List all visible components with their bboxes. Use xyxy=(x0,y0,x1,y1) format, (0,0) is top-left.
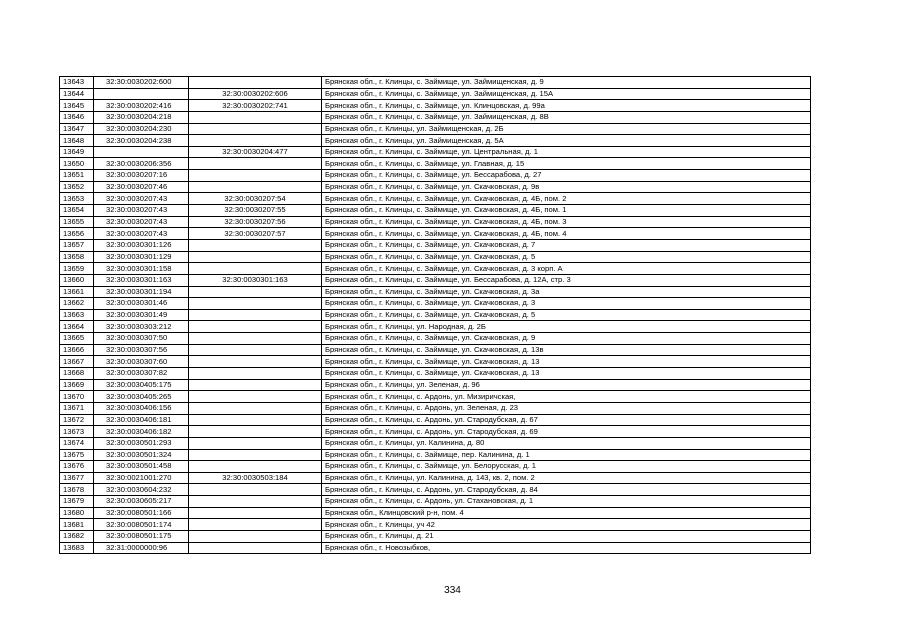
row-number-cell: 13670 xyxy=(60,391,94,403)
table-row xyxy=(60,542,811,554)
related-cadastral-number-cell xyxy=(189,356,322,368)
table-row xyxy=(60,298,811,310)
address-cell: Брянская обл., г. Клинцы, с. Займище, пер. Калинина, д. 1 xyxy=(322,449,811,461)
cadastral-number-cell: 32:30:0030301:194 xyxy=(94,286,189,298)
address-cell: Брянская обл., г. Клинцы, с. Займище, ул. Скачковская, д. 9 xyxy=(322,333,811,345)
related-cadastral-number-cell xyxy=(189,239,322,251)
related-cadastral-number-cell xyxy=(189,333,322,345)
row-number-cell: 13653 xyxy=(60,193,94,205)
table-row xyxy=(60,333,811,345)
row-number-cell: 13649 xyxy=(60,146,94,158)
table-row xyxy=(60,193,811,205)
table-row xyxy=(60,181,811,193)
cadastral-number-cell: 32:30:0030204:218 xyxy=(94,111,189,123)
table-row xyxy=(60,170,811,182)
address-cell: Брянская обл., г. Клинцы, с. Займище, ул. Скачковская, д. 13в xyxy=(322,344,811,356)
row-number-cell: 13655 xyxy=(60,216,94,228)
table-row xyxy=(60,286,811,298)
table-row xyxy=(60,368,811,380)
related-cadastral-number-cell: 32:30:0030202:606 xyxy=(189,88,322,100)
row-number-cell: 13673 xyxy=(60,426,94,438)
row-number-cell: 13660 xyxy=(60,274,94,286)
related-cadastral-number-cell: 32:30:0030301:163 xyxy=(189,274,322,286)
table-row xyxy=(60,274,811,286)
cadastral-number-cell: 32:30:0030406:182 xyxy=(94,426,189,438)
cadastral-number-cell: 32:30:0030207:43 xyxy=(94,193,189,205)
related-cadastral-number-cell xyxy=(189,321,322,333)
row-number-cell: 13663 xyxy=(60,309,94,321)
related-cadastral-number-cell xyxy=(189,402,322,414)
related-cadastral-number-cell xyxy=(189,414,322,426)
table-row xyxy=(60,356,811,368)
address-cell: Брянская обл., г. Клинцы, с. Займище, ул. Главная, д. 15 xyxy=(322,158,811,170)
related-cadastral-number-cell xyxy=(189,298,322,310)
address-cell: Брянская обл., г. Клинцы, с. Ардонь, ул. Стародубская, д. 67 xyxy=(322,414,811,426)
row-number-cell: 13667 xyxy=(60,356,94,368)
related-cadastral-number-cell xyxy=(189,507,322,519)
row-number-cell: 13668 xyxy=(60,368,94,380)
row-number-cell: 13671 xyxy=(60,402,94,414)
address-cell: Брянская обл., Клинцовский р-н, пом. 4 xyxy=(322,507,811,519)
row-number-cell: 13644 xyxy=(60,88,94,100)
related-cadastral-number-cell xyxy=(189,449,322,461)
address-cell: Брянская обл., г. Клинцы, с. Ардонь, ул. Стародубская, д. 84 xyxy=(322,484,811,496)
row-number-cell: 13669 xyxy=(60,379,94,391)
cadastral-number-cell: 32:30:0030604:232 xyxy=(94,484,189,496)
address-cell: Брянская обл., г. Клинцы, с. Займище, ул. Скачковская, д. 9в xyxy=(322,181,811,193)
related-cadastral-number-cell xyxy=(189,251,322,263)
table-row xyxy=(60,484,811,496)
address-cell: Брянская обл., г. Клинцы, с. Займище, ул. Белорусская, д. 1 xyxy=(322,461,811,473)
table-row xyxy=(60,507,811,519)
row-number-cell: 13657 xyxy=(60,239,94,251)
related-cadastral-number-cell xyxy=(189,181,322,193)
related-cadastral-number-cell xyxy=(189,437,322,449)
address-cell: Брянская обл., г. Клинцы, с. Займище, ул. Скачковская, д. 5 xyxy=(322,309,811,321)
table-row xyxy=(60,530,811,542)
cadastral-number-cell: 32:30:0030501:458 xyxy=(94,461,189,473)
cadastral-number-cell: 32:30:0030301:46 xyxy=(94,298,189,310)
row-number-cell: 13664 xyxy=(60,321,94,333)
table-row xyxy=(60,496,811,508)
related-cadastral-number-cell: 32:30:0030503:184 xyxy=(189,472,322,484)
table-row xyxy=(60,321,811,333)
row-number-cell: 13676 xyxy=(60,461,94,473)
related-cadastral-number-cell xyxy=(189,496,322,508)
row-number-cell: 13651 xyxy=(60,170,94,182)
table-row xyxy=(60,379,811,391)
address-cell: Брянская обл., г. Клинцы, с. Ардонь, ул. Мизиричская, xyxy=(322,391,811,403)
row-number-cell: 13666 xyxy=(60,344,94,356)
row-number-cell: 13662 xyxy=(60,298,94,310)
cadastral-number-cell: 32:30:0030307:60 xyxy=(94,356,189,368)
cadastral-number-cell: 32:30:0030207:16 xyxy=(94,170,189,182)
address-cell: Брянская обл., г. Клинцы, с. Займище, ул. Бессарабова, д. 27 xyxy=(322,170,811,182)
related-cadastral-number-cell: 32:30:0030202:741 xyxy=(189,100,322,112)
row-number-cell: 13674 xyxy=(60,437,94,449)
cadastral-number-cell: 32:30:0030303:212 xyxy=(94,321,189,333)
cadastral-number-cell: 32:31:0000000:96 xyxy=(94,542,189,554)
table-row xyxy=(60,449,811,461)
address-cell: Брянская обл., г. Клинцы, ул. Зеленая, д. 96 xyxy=(322,379,811,391)
cadastral-number-cell: 32:30:0030207:43 xyxy=(94,216,189,228)
address-cell: Брянская обл., г. Клинцы, с. Займище, ул. Скачковская, д. 4Б, пом. 3 xyxy=(322,216,811,228)
row-number-cell: 13652 xyxy=(60,181,94,193)
address-cell: Брянская обл., г. Клинцы, ул. Займищенская, д. 5А xyxy=(322,135,811,147)
row-number-cell: 13683 xyxy=(60,542,94,554)
row-number-cell: 13665 xyxy=(60,333,94,345)
related-cadastral-number-cell xyxy=(189,344,322,356)
related-cadastral-number-cell xyxy=(189,484,322,496)
row-number-cell: 13680 xyxy=(60,507,94,519)
cadastral-number-cell: 32:30:0030307:50 xyxy=(94,333,189,345)
page-number: 334 xyxy=(444,585,461,596)
row-number-cell: 13656 xyxy=(60,228,94,240)
related-cadastral-number-cell xyxy=(189,135,322,147)
address-cell: Брянская обл., г. Клинцы, ул. Калинина, д. 80 xyxy=(322,437,811,449)
address-cell: Брянская обл., г. Клинцы, с. Займище, ул. Скачковская, д. 4Б, пом. 4 xyxy=(322,228,811,240)
cadastral-number-cell: 32:30:0080501:175 xyxy=(94,530,189,542)
address-cell: Брянская обл., г. Клинцы, с. Займище, ул. Скачковская, д. 4Б, пом. 1 xyxy=(322,205,811,217)
row-number-cell: 13661 xyxy=(60,286,94,298)
cadastral-number-cell: 32:30:0080501:166 xyxy=(94,507,189,519)
address-cell: Брянская обл., г. Клинцы, с. Займище, ул. Скачковская, д. 5 xyxy=(322,251,811,263)
row-number-cell: 13679 xyxy=(60,496,94,508)
related-cadastral-number-cell xyxy=(189,77,322,89)
address-cell: Брянская обл., г. Клинцы, с. Займище, ул. Скачковская, д. 3 xyxy=(322,298,811,310)
document-page xyxy=(59,76,810,554)
table-row xyxy=(60,88,811,100)
related-cadastral-number-cell xyxy=(189,111,322,123)
row-number-cell: 13659 xyxy=(60,263,94,275)
cadastral-number-cell: 32:30:0030207:43 xyxy=(94,228,189,240)
table-row xyxy=(60,77,811,89)
address-cell: Брянская обл., г. Клинцы, с. Займище, ул. Скачковская, д. 13 xyxy=(322,368,811,380)
cadastral-number-cell: 32:30:0030204:238 xyxy=(94,135,189,147)
cadastral-number-cell: 32:30:0030405:265 xyxy=(94,391,189,403)
table-row xyxy=(60,135,811,147)
table-row xyxy=(60,146,811,158)
cadastral-number-cell: 32:30:0030501:293 xyxy=(94,437,189,449)
table-row xyxy=(60,123,811,135)
related-cadastral-number-cell xyxy=(189,391,322,403)
register-table-body xyxy=(60,77,811,554)
address-cell: Брянская обл., г. Клинцы, с. Займище, ул. Скачковская, д. 3 корп. А xyxy=(322,263,811,275)
table-row xyxy=(60,251,811,263)
cadastral-number-cell: 32:30:0030206:356 xyxy=(94,158,189,170)
row-number-cell: 13654 xyxy=(60,205,94,217)
row-number-cell: 13658 xyxy=(60,251,94,263)
related-cadastral-number-cell xyxy=(189,263,322,275)
related-cadastral-number-cell xyxy=(189,519,322,531)
table-row xyxy=(60,461,811,473)
related-cadastral-number-cell xyxy=(189,461,322,473)
address-cell: Брянская обл., г. Новозыбков, xyxy=(322,542,811,554)
address-cell: Брянская обл., г. Клинцы, с. Займище, ул. Займищенская, д. 15А xyxy=(322,88,811,100)
related-cadastral-number-cell: 32:30:0030207:55 xyxy=(189,205,322,217)
row-number-cell: 13647 xyxy=(60,123,94,135)
table-row xyxy=(60,414,811,426)
property-register-table xyxy=(59,76,811,554)
related-cadastral-number-cell xyxy=(189,309,322,321)
address-cell: Брянская обл., г. Клинцы, д. 21 xyxy=(322,530,811,542)
row-number-cell: 13646 xyxy=(60,111,94,123)
table-row xyxy=(60,391,811,403)
table-row xyxy=(60,158,811,170)
row-number-cell: 13650 xyxy=(60,158,94,170)
table-row xyxy=(60,100,811,112)
address-cell: Брянская обл., г. Клинцы, с. Займище, ул. Займищенская, д. 9 xyxy=(322,77,811,89)
cadastral-number-cell: 32:30:0080501:174 xyxy=(94,519,189,531)
address-cell: Брянская обл., г. Клинцы, с. Займище, ул. Скачковская, д. 13 xyxy=(322,356,811,368)
cadastral-number-cell xyxy=(94,88,189,100)
address-cell: Брянская обл., г. Клинцы, уч 42 xyxy=(322,519,811,531)
cadastral-number-cell: 32:30:0030501:324 xyxy=(94,449,189,461)
address-cell: Брянская обл., г. Клинцы, с. Займище, ул. Бессарабова, д. 12А, стр. 3 xyxy=(322,274,811,286)
related-cadastral-number-cell xyxy=(189,368,322,380)
cadastral-number-cell: 32:30:0030605:217 xyxy=(94,496,189,508)
address-cell: Брянская обл., г. Клинцы, с. Ардонь, ул. Стахановская, д. 1 xyxy=(322,496,811,508)
cadastral-number-cell: 32:30:0030301:158 xyxy=(94,263,189,275)
table-row xyxy=(60,426,811,438)
row-number-cell: 13681 xyxy=(60,519,94,531)
table-row xyxy=(60,309,811,321)
cadastral-number-cell: 32:30:0030202:416 xyxy=(94,100,189,112)
related-cadastral-number-cell: 32:30:0030204:477 xyxy=(189,146,322,158)
address-cell: Брянская обл., г. Клинцы, с. Займище, ул. Скачковская, д. 7 xyxy=(322,239,811,251)
row-number-cell: 13643 xyxy=(60,77,94,89)
related-cadastral-number-cell xyxy=(189,123,322,135)
cadastral-number-cell: 32:30:0021001:270 xyxy=(94,472,189,484)
cadastral-number-cell: 32:30:0030207:46 xyxy=(94,181,189,193)
cadastral-number-cell: 32:30:0030207:43 xyxy=(94,205,189,217)
row-number-cell: 13648 xyxy=(60,135,94,147)
cadastral-number-cell: 32:30:0030301:126 xyxy=(94,239,189,251)
table-row xyxy=(60,402,811,414)
related-cadastral-number-cell xyxy=(189,542,322,554)
address-cell: Брянская обл., г. Клинцы, ул. Калинина, д. 143, кв. 2, пом. 2 xyxy=(322,472,811,484)
row-number-cell: 13672 xyxy=(60,414,94,426)
related-cadastral-number-cell: 32:30:0030207:54 xyxy=(189,193,322,205)
table-row xyxy=(60,205,811,217)
related-cadastral-number-cell: 32:30:0030207:56 xyxy=(189,216,322,228)
address-cell: Брянская обл., г. Клинцы, с. Займище, ул. Скачковская, д. 3а xyxy=(322,286,811,298)
cadastral-number-cell: 32:30:0030406:181 xyxy=(94,414,189,426)
row-number-cell: 13675 xyxy=(60,449,94,461)
related-cadastral-number-cell xyxy=(189,379,322,391)
cadastral-number-cell: 32:30:0030405:175 xyxy=(94,379,189,391)
cadastral-number-cell: 32:30:0030301:163 xyxy=(94,274,189,286)
address-cell: Брянская обл., г. Клинцы, с. Ардонь, ул. Зеленая, д. 23 xyxy=(322,402,811,414)
table-row xyxy=(60,239,811,251)
table-row xyxy=(60,472,811,484)
related-cadastral-number-cell xyxy=(189,426,322,438)
row-number-cell: 13682 xyxy=(60,530,94,542)
table-row xyxy=(60,216,811,228)
table-row xyxy=(60,263,811,275)
address-cell: Брянская обл., г. Клинцы, с. Ардонь, ул. Стародубская, д. 69 xyxy=(322,426,811,438)
address-cell: Брянская обл., г. Клинцы, с. Займище, ул. Клинцовская, д. 99а xyxy=(322,100,811,112)
address-cell: Брянская обл., г. Клинцы, с. Займище, ул. Скачковская, д. 4Б, пом. 2 xyxy=(322,193,811,205)
address-cell: Брянская обл., г. Клинцы, ул. Народная, д. 2Б xyxy=(322,321,811,333)
related-cadastral-number-cell xyxy=(189,170,322,182)
related-cadastral-number-cell: 32:30:0030207:57 xyxy=(189,228,322,240)
related-cadastral-number-cell xyxy=(189,530,322,542)
table-row xyxy=(60,437,811,449)
table-row xyxy=(60,519,811,531)
related-cadastral-number-cell xyxy=(189,286,322,298)
cadastral-number-cell: 32:30:0030406:156 xyxy=(94,402,189,414)
cadastral-number-cell: 32:30:0030202:600 xyxy=(94,77,189,89)
table-row xyxy=(60,228,811,240)
table-row xyxy=(60,344,811,356)
cadastral-number-cell: 32:30:0030307:56 xyxy=(94,344,189,356)
cadastral-number-cell: 32:30:0030301:129 xyxy=(94,251,189,263)
related-cadastral-number-cell xyxy=(189,158,322,170)
address-cell: Брянская обл., г. Клинцы, ул. Займищенская, д. 2Б xyxy=(322,123,811,135)
cadastral-number-cell: 32:30:0030204:230 xyxy=(94,123,189,135)
address-cell: Брянская обл., г. Клинцы, с. Займище, ул. Займищенская, д. 8В xyxy=(322,111,811,123)
cadastral-number-cell xyxy=(94,146,189,158)
address-cell: Брянская обл., г. Клинцы, с. Займище, ул. Центральная, д. 1 xyxy=(322,146,811,158)
cadastral-number-cell: 32:30:0030301:49 xyxy=(94,309,189,321)
row-number-cell: 13678 xyxy=(60,484,94,496)
row-number-cell: 13677 xyxy=(60,472,94,484)
cadastral-number-cell: 32:30:0030307:82 xyxy=(94,368,189,380)
table-row xyxy=(60,111,811,123)
row-number-cell: 13645 xyxy=(60,100,94,112)
